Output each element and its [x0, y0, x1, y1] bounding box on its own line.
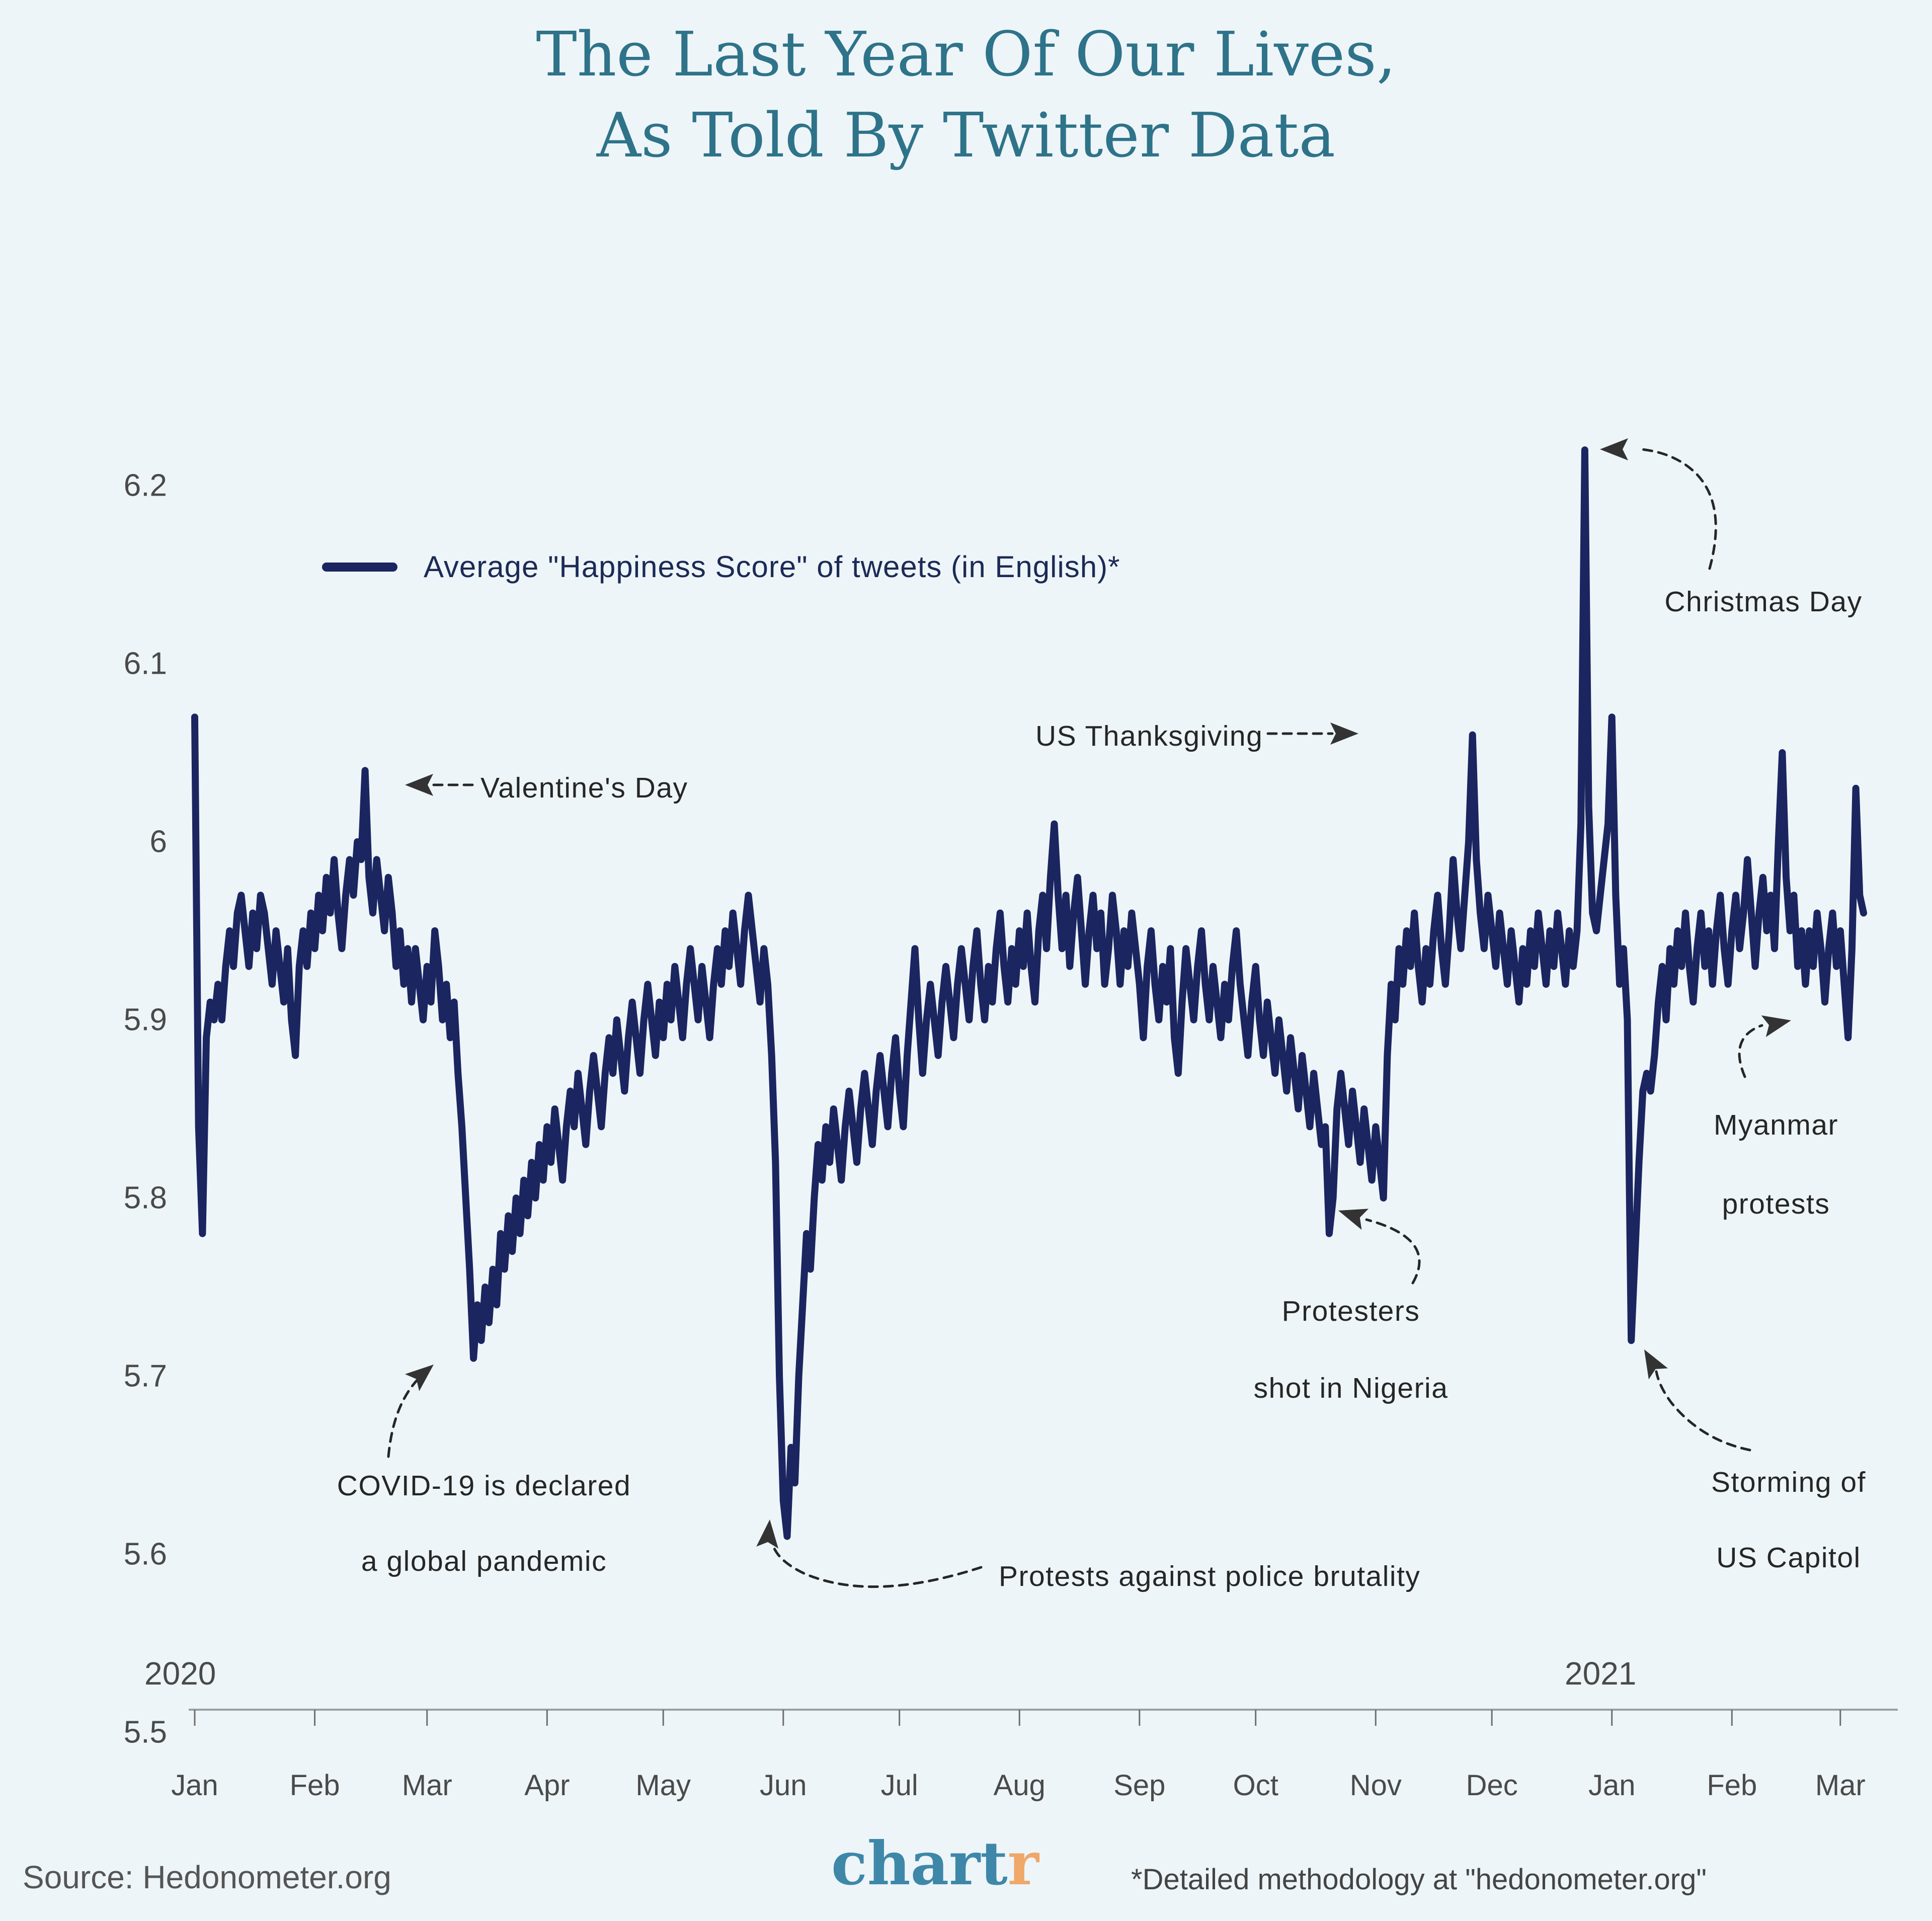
month-label: Oct	[1233, 1769, 1278, 1802]
annotation-arrowhead-nigeria-protesters	[1335, 1200, 1369, 1230]
month-label: Nov	[1349, 1769, 1402, 1802]
month-label: Aug	[993, 1769, 1045, 1802]
annotation-text-myanmar-protests: protests	[1722, 1188, 1830, 1220]
month-label: Jan	[171, 1769, 218, 1802]
annotation-text-capitol-storming: Storming of	[1711, 1466, 1866, 1498]
annotation-arrowhead-us-thanksgiving	[1330, 723, 1358, 745]
year-label: 2021	[1565, 1655, 1637, 1692]
y-tick-label: 5.5	[123, 1715, 167, 1750]
annotation-arrowhead-covid-pandemic	[405, 1356, 441, 1391]
month-label: Mar	[1815, 1769, 1866, 1802]
chart-title-line1: The Last Year Of Our Lives,	[536, 19, 1396, 90]
month-label: May	[635, 1769, 691, 1802]
y-tick-label: 5.6	[123, 1537, 167, 1572]
annotation-arrow-capitol-storming	[1656, 1372, 1750, 1450]
annotation-text-police-brutality-protests: Protests against police brutality	[999, 1560, 1421, 1592]
methodology-note: *Detailed methodology at "hedonometer.org"	[1131, 1863, 1707, 1896]
month-label: Dec	[1466, 1769, 1518, 1802]
month-label: Jul	[880, 1769, 918, 1802]
annotation-text-myanmar-protests: Myanmar	[1713, 1109, 1839, 1141]
y-tick-label: 5.8	[123, 1180, 167, 1216]
annotation-arrow-myanmar-protests	[1739, 1025, 1762, 1077]
annotation-arrowhead-myanmar-protests	[1761, 1009, 1794, 1037]
month-label: Jun	[760, 1769, 807, 1802]
annotation-text-us-thanksgiving: US Thanksgiving	[1035, 720, 1263, 752]
annotation-arrowhead-police-brutality-protests	[756, 1518, 781, 1549]
annotation-arrowhead-valentines-day	[405, 774, 433, 796]
source-credit: Source: Hedonometer.org	[23, 1859, 391, 1895]
month-label: Mar	[401, 1769, 452, 1802]
annotation-arrow-police-brutality-protests	[772, 1541, 981, 1587]
y-tick-label: 5.7	[123, 1358, 167, 1394]
year-label: 2020	[144, 1655, 216, 1692]
annotation-text-nigeria-protesters: shot in Nigeria	[1253, 1372, 1448, 1404]
month-label: Feb	[1707, 1769, 1757, 1802]
y-tick-label: 6.1	[123, 646, 167, 681]
month-label: Feb	[289, 1769, 340, 1802]
legend-label: Average "Happiness Score" of tweets (in English)*	[424, 550, 1120, 584]
month-label: Sep	[1113, 1769, 1166, 1802]
month-label: Apr	[524, 1769, 570, 1802]
annotation-arrow-christmas-day	[1641, 449, 1716, 569]
y-tick-label: 6	[149, 824, 167, 859]
annotation-text-valentines-day: Valentine's Day	[480, 772, 688, 804]
chartr-logo-chart: chart	[831, 1828, 1008, 1898]
annotation-arrow-covid-pandemic	[388, 1375, 423, 1457]
chart-title-line2: As Told By Twitter Data	[596, 100, 1336, 172]
month-label: Jan	[1588, 1769, 1636, 1802]
annotation-text-capitol-storming: US Capitol	[1716, 1542, 1861, 1574]
annotation-arrow-nigeria-protesters	[1366, 1220, 1419, 1283]
y-tick-label: 6.2	[123, 468, 167, 503]
chartr-logo	[831, 1828, 1039, 1898]
annotation-text-covid-pandemic: a global pandemic	[361, 1545, 607, 1577]
annotation-text-covid-pandemic: COVID-19 is declared	[337, 1470, 631, 1502]
y-tick-label: 5.9	[123, 1002, 167, 1037]
annotation-text-nigeria-protesters: Protesters	[1281, 1295, 1420, 1327]
annotation-text-christmas-day: Christmas Day	[1664, 586, 1863, 618]
happiness-line	[195, 450, 1864, 1536]
chartr-logo-r: r	[1007, 1828, 1039, 1898]
annotation-arrowhead-christmas-day	[1600, 438, 1628, 460]
annotation-arrowhead-capitol-storming	[1635, 1344, 1668, 1379]
